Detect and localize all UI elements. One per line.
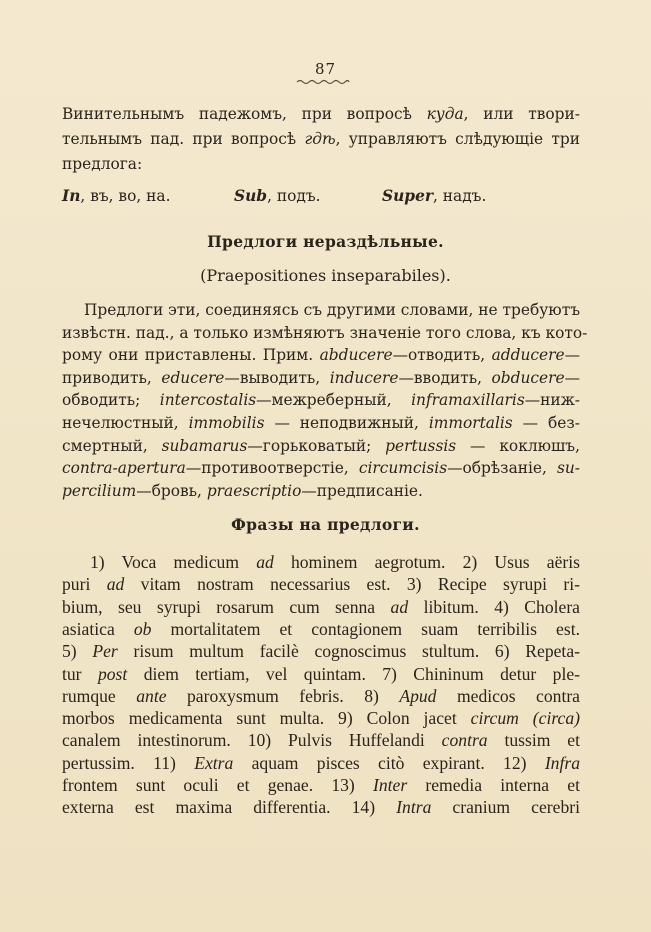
text-run: , или твори- <box>463 105 580 123</box>
text-run: смертный, <box>62 436 162 455</box>
paragraph-line <box>62 573 580 595</box>
wavy-ornament-icon <box>296 78 350 86</box>
text-run: рому они приставлены. Прим. <box>62 346 320 365</box>
paragraph-line <box>62 796 580 818</box>
text-run: приводить, <box>62 368 162 387</box>
paragraph-line <box>62 345 580 365</box>
italic-term: ad <box>106 574 125 595</box>
page-number: 87 <box>314 60 337 78</box>
intro-line <box>62 129 580 149</box>
preposition-super <box>382 187 486 205</box>
italic-term: praescriptio <box>206 481 302 500</box>
italic-term: obducere <box>491 368 565 387</box>
italic-term: ad <box>256 552 274 572</box>
preposition-comma: , <box>267 187 277 205</box>
text-run: asiatica <box>62 618 134 639</box>
preposition-latin: Sub <box>234 187 268 205</box>
preposition-latin: In <box>62 187 81 205</box>
paragraph-line <box>62 707 580 729</box>
italic-term: immobilis <box>188 414 265 432</box>
text-run: — <box>564 368 580 387</box>
text-run: — неподвижный, <box>264 414 429 432</box>
text-run: нечелюстный, <box>62 414 189 432</box>
italic-term: abducere <box>319 346 393 365</box>
section-heading: Фразы на предлоги. <box>231 515 420 534</box>
preposition-russian: надъ. <box>442 187 487 205</box>
text-run: cranium cerebri <box>431 797 580 818</box>
text-run: —межреберный, <box>256 391 412 410</box>
text-run: тельнымъ пад. при вопросѣ <box>62 130 305 148</box>
italic-term: contra-apertura <box>62 459 186 478</box>
text-run: — без- <box>512 414 580 432</box>
paragraph-line <box>62 323 588 343</box>
text-run: canalem intestinorum. 10) Pulvis Huffelandi <box>62 730 442 751</box>
italic-term: circum (circa) <box>470 708 580 729</box>
text-run: Винительнымъ падежомъ, при вопросѣ <box>62 105 427 123</box>
text-run: —отводить, <box>392 346 492 365</box>
italic-term: ante <box>136 685 167 706</box>
preposition-comma: , <box>80 187 91 205</box>
italic-term: Per <box>92 641 118 662</box>
paragraph-line <box>62 596 580 618</box>
text-run: предлога: <box>62 155 143 173</box>
paragraph-line <box>62 752 580 774</box>
text-run: — коклюшъ, <box>456 436 580 455</box>
paragraph-line <box>62 685 580 707</box>
text-run: —обрѣзаніе, <box>447 459 557 478</box>
text-run: diem tertiam, vel quintam. 7) Chininum detur ple- <box>127 663 580 684</box>
paragraph-line <box>62 436 580 456</box>
preposition-russian: въ, во, на. <box>90 187 171 205</box>
text-run: externa est maxima differentia. 14) <box>62 797 397 818</box>
text-run: aquam pisces citò expirant. 12) <box>233 752 545 773</box>
text-run: risum multum facilè cognoscimus stultum. 6) Repeta- <box>117 641 580 662</box>
italic-term: ad <box>390 596 409 617</box>
preposition-russian: подъ. <box>276 187 321 205</box>
italic-term: percilium <box>62 481 137 500</box>
text-run: mortalitatem et contagionem suam terribilis est. <box>151 618 580 639</box>
preposition-sub <box>234 187 321 205</box>
text-run: paroxysmum febris. 8) <box>166 685 400 706</box>
text-run: —выводить, <box>224 368 330 387</box>
text-run: Предлоги эти, соединяясь съ другими словами, не требуютъ <box>84 301 580 319</box>
text-run: 5) <box>62 641 93 662</box>
italic-term: ob <box>133 618 152 639</box>
italic-term: Intra <box>396 797 432 818</box>
text-run: pertussim. 11) <box>62 752 195 773</box>
text-run: tur <box>62 663 98 684</box>
text-run: rumque <box>62 685 137 706</box>
paragraph-line <box>62 481 580 501</box>
paragraph-line <box>62 551 580 573</box>
italic-term: куда <box>426 105 464 123</box>
paragraph-line <box>62 368 580 388</box>
section-heading: Предлоги нераздѣльные. <box>207 232 444 251</box>
italic-term: inframaxillaris <box>411 391 525 410</box>
paragraph-line <box>62 458 580 478</box>
text-run: , управляютъ слѣдующіе три <box>335 130 581 148</box>
section-subheading: (Praepositiones inseparabiles). <box>200 266 451 285</box>
text-run: bium, seu syrupi rosarum cum senna <box>62 596 391 617</box>
text-run: 1) Voca medicum <box>90 552 257 572</box>
preposition-comma: , <box>432 187 443 205</box>
text-run: puri <box>62 574 107 595</box>
text-run: libitum. 4) Cholera <box>408 596 580 617</box>
paragraph-line <box>62 774 580 796</box>
text-run: —вводить, <box>398 368 492 387</box>
italic-term: Apud <box>399 685 437 706</box>
intro-line <box>62 104 580 124</box>
text-run: — <box>564 346 580 365</box>
italic-term: adducere <box>491 346 565 365</box>
text-run: обводить; <box>62 391 160 410</box>
paragraph-line <box>62 300 580 320</box>
italic-term: pertussis <box>385 436 457 455</box>
italic-term: circumcisis <box>358 459 448 478</box>
paragraph-line <box>62 390 580 410</box>
italic-term: subamarus <box>161 436 248 455</box>
paragraph-line <box>62 413 580 433</box>
text-run: hominem aegrotum. 2) Usus aëris <box>273 552 581 572</box>
text-run: —бровь, <box>136 481 207 500</box>
paragraph-line <box>62 618 580 640</box>
italic-term: Infra <box>544 752 580 773</box>
preposition-latin: Super <box>382 187 433 205</box>
italic-term: su- <box>556 459 580 478</box>
paragraph-line <box>62 729 580 751</box>
text-run: vitam nostram necessarius est. 3) Recipe syrupi ri- <box>124 574 580 595</box>
preposition-in <box>62 187 170 205</box>
text-run: remedia interna et <box>407 775 580 795</box>
text-run: извѣстн. пад., а только измѣняютъ значеніе того слова, къ кото- <box>62 323 588 342</box>
italic-term: гдѣ <box>304 130 336 148</box>
italic-term: intercostalis <box>159 391 257 410</box>
text-run: frontem sunt oculi et genae. 13) <box>62 775 373 795</box>
paragraph-line <box>62 663 580 685</box>
text-run: —предписаніе. <box>301 481 423 500</box>
paragraph-line <box>62 640 580 662</box>
italic-term: inducere <box>329 368 399 387</box>
text-run: medicos contra <box>436 685 580 706</box>
text-run: morbos medicamenta sunt multa. 9) Colon jacet <box>62 708 471 729</box>
text-run: —ниж- <box>524 391 580 410</box>
intro-line <box>62 154 580 174</box>
text-run: —противоотверстіе, <box>185 459 359 478</box>
italic-term: immortalis <box>428 414 513 432</box>
text-run: tussim et <box>487 730 581 751</box>
italic-term: Inter <box>372 775 408 795</box>
italic-term: contra <box>441 730 488 751</box>
text-run: —горьковатый; <box>247 436 386 455</box>
italic-term: educere <box>161 368 225 387</box>
italic-term: Extra <box>194 752 234 773</box>
italic-term: post <box>97 663 128 684</box>
